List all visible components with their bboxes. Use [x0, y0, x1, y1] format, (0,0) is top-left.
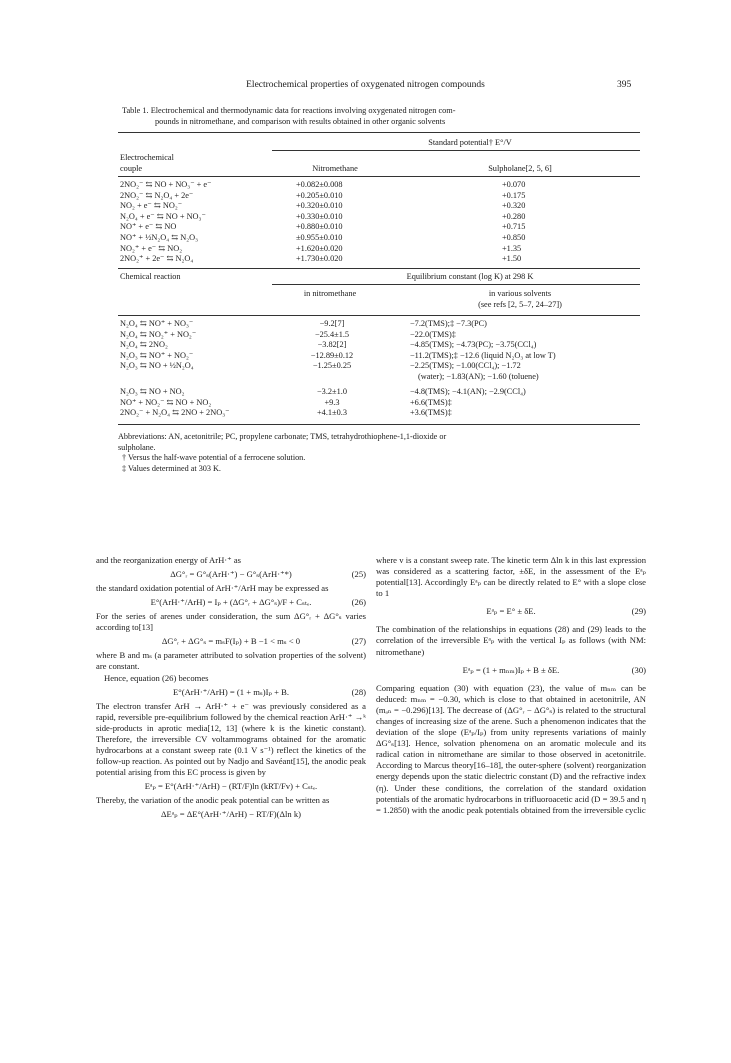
- log-k-value: −1.25±0.25: [312, 361, 352, 371]
- potential-value: ±0.955±0.010: [296, 232, 343, 242]
- potential-value: +0.330±0.010: [296, 211, 343, 221]
- equation-29: [376, 603, 646, 620]
- running-title: Electrochemical properties of oxygenated nitrogen compounds: [246, 80, 485, 90]
- reaction-list-b: [120, 387, 229, 419]
- group-header-rule: [272, 150, 640, 151]
- equation-number: (30): [631, 664, 646, 675]
- equation-expression: ΔG°ᵣ + ΔG°ₛ = mₛF(Iₚ) + B −1 < mₛ < 0: [161, 636, 301, 647]
- couple-header-line1: Electrochemical: [120, 153, 174, 162]
- couple-row: NO₂⁺ + e⁻ ⇆ NO₂: [120, 243, 183, 253]
- potential-value: +1.35: [502, 243, 522, 253]
- log-k-various-value: −11.2(TMS);‡ −12.6 (liquid N₂O₃ at low T): [410, 350, 556, 360]
- reaction-row: N₂O₄ ⇆ NO⁺ + NO₃⁻: [120, 319, 194, 328]
- paragraph: where v is a constant sweep rate. The kinetic term Δln k in this last expression was considered as a scattering factor, ±δE, in the assessment of the Eᵃₚ potential[13]. Accordingly Eᵃₚ can be directly related to E° with a slope close to 1: [376, 555, 646, 599]
- header-bottom-rule: [118, 176, 640, 177]
- sulpholane-potentials: [502, 180, 525, 265]
- couple-row: NO⁺ + ½N₂O₄ ⇆ N₂O₃: [120, 232, 199, 242]
- couple-row: NO₂ + e⁻ ⇆ NO₂⁻: [120, 201, 183, 211]
- potential-value: +1.50: [502, 254, 522, 264]
- equation-26: [96, 594, 366, 611]
- various-solvents-header: in various solvents: [488, 289, 552, 298]
- couple-row: N₂O₄ + e⁻ ⇆ NO + NO₃⁻: [120, 211, 206, 221]
- potential-value: +0.715: [502, 222, 526, 232]
- log-k-value: −3.2±1.0: [317, 387, 347, 396]
- potential-value: +0.070: [502, 180, 526, 189]
- equation-expression: E°(ArH·⁺/ArH) = Iₚ + (ΔG°ᵣ + ΔG°ₛ)/F + Cₛₜₑ.: [150, 597, 312, 608]
- couple-row: 2NO₂⁺ + 2e⁻ ⇆ N₂O₄: [120, 254, 194, 264]
- potential-value: +0.320±0.010: [296, 201, 343, 211]
- log-k-various-value: −4.8(TMS); −4.1(AN); −2.9(CCl₄): [410, 387, 526, 396]
- log-k-various-value: −7.2(TMS);‡ −7.3(PC): [410, 319, 487, 328]
- footnote-dagger: † Versus the half-wave potential of a ferrocene solution.: [122, 453, 306, 462]
- abbreviations-line2: sulpholane.: [118, 442, 156, 452]
- equation-number: (29): [631, 606, 646, 617]
- log-k-value: −9.2[7]: [319, 319, 345, 328]
- sulpholane-header: Sulpholane[2, 5, 6]: [488, 164, 552, 173]
- table-bottom-rule: [118, 424, 640, 425]
- potential-value: +0.850: [502, 232, 526, 242]
- reaction-row: 2NO₂⁻ + N₂O₄ ⇆ 2NO + 2NO₃⁻: [120, 408, 230, 418]
- equation-number: (25): [351, 569, 366, 580]
- equation-28: [96, 684, 366, 701]
- paragraph: The electron transfer ArH → ArH·⁺ + e⁻ was previously considered as a rapid, reversible pre-equilibrium followed by the chemical reaction ArH·⁺ →ᵏ side-products in aprotic media[12, 13] (where k is the kinetic constant). Therefore, the irreversible CV voltammograms obtained for the aromatic hydrocarbons at a constant sweep rate (0.1 V s⁻¹) reflect the kinetics of the follow-up reaction. As pointed out by Nadjo and Savéant[15], the anodic peak potential arising from this EC process is given by: [96, 700, 366, 778]
- log-k-value: −12.89±0.12: [310, 350, 354, 360]
- nitromethane-potentials: [296, 180, 343, 265]
- abbreviations-line1: Abbreviations: AN, acetonitrile; PC, propylene carbonate; TMS, tetrahydrothiophene-1,1-dioxide or: [118, 432, 447, 441]
- paragraph: the standard oxidation potential of ArH·⁺/ArH may be expressed as: [96, 583, 329, 594]
- reaction-list-a: [120, 319, 196, 372]
- couple-row: NO⁺ + e⁻ ⇆ NO: [120, 222, 177, 232]
- couple-row: 2NO₂⁻ ⇆ N₂O₄ + 2e⁻: [120, 190, 194, 200]
- reaction-row: N₂O₃ ⇆ NO⁺ + NO₂⁻: [120, 350, 194, 360]
- paragraph: Thereby, the variation of the anodic peak potential can be written as: [96, 795, 330, 806]
- reaction-row: N₂O₄ ⇆ NO₂⁺ + NO₂⁻: [120, 329, 197, 339]
- equation-peak-potential: [96, 778, 366, 795]
- paragraph: Comparing equation (30) with equation (23), the value of mₙₘ can be deduced: mₙₘ = −0.30, which is close to that obtained in acetonitrile, AN (mₐₙ = −0.296)[13]. The decrease of (ΔG°ᵣ − ΔG°ₛ) is related to the structural changes of increasing size of the arene. Such a phenomenon indicates that the deviation of the slope (Eᵃₚ/Iₚ) from unity represents variations of mainly ΔG°ₛ[13]. Hence, solvation phenomena on an aromatic molecule and its radical cation in nitromethane are similar to those observed in acetonitrile. According to Marcus theory[16–18], the outer-sphere (solvent) reorganization energy depends upon the static dielectric constant (D) and the refractive index (η). Under these conditions, the correlation of the standard oxidation potentials of the aromatic hydrocarbons in trifluoroacetic acid (D = 39.5 and η = 1.2850) with the anodic peak potentials obtained from the irreversible cyclic: [376, 682, 646, 815]
- reaction-row: N₂O₃ ⇆ NO + NO₂: [120, 387, 185, 396]
- couple-row: 2NO₂⁻ ⇆ NO + NO₃⁻ + e⁻: [120, 180, 212, 189]
- standard-potential-header: Standard potential† E°/V: [428, 138, 512, 147]
- equation-expression: Eᵃₚ = (1 + mₙₘ)Iₚ + B ± δE.: [462, 664, 560, 675]
- section2-group-rule: [272, 284, 640, 285]
- section2-header-rule: [118, 315, 640, 316]
- log-k-value: +9.3: [324, 397, 340, 407]
- equation-number: (27): [351, 636, 366, 647]
- potential-value: +0.880±0.010: [296, 222, 343, 232]
- equilibrium-header: Equilibrium constant (log K) at 298 K: [406, 272, 534, 281]
- potential-value: +0.205±0.010: [296, 190, 343, 200]
- paragraph: The combination of the relationships in equations (28) and (29) leads to the correlation of the irreversible Eᵃₚ with the vertical Iₚ as follows (with NM: nitromethane): [376, 624, 646, 657]
- paragraph: Hence, equation (26) becomes: [104, 672, 209, 683]
- table-caption-text: Electrochemical and thermodynamic data for reactions involving oxygenated nitrogen com-: [150, 106, 456, 115]
- log-k-value: −3.82[2]: [317, 340, 347, 350]
- log-k-various-value: −4.85(TMS); −4.73(PC); −3.75(CCl₄): [410, 340, 537, 350]
- table-label: Table 1.: [122, 106, 149, 115]
- reaction-header: Chemical reaction: [120, 272, 181, 281]
- equation-expression: Eᵃₚ = E° ± δE.: [486, 606, 536, 617]
- potential-value: +1.730±0.020: [296, 254, 343, 264]
- table-caption: [122, 105, 642, 127]
- nitromethane-header: Nitromethane: [312, 164, 358, 173]
- log-k-various-value: −22.0(TMS)‡: [410, 329, 456, 339]
- potential-value: +0.082±0.008: [296, 180, 343, 189]
- couple-list: [120, 180, 211, 265]
- equation-number: (28): [351, 686, 366, 697]
- log-k-various-value: +6.6(TMS)‡: [410, 397, 452, 407]
- equation-peak-variation: [96, 806, 366, 823]
- paragraph: For the series of arenes under consideration, the sum ΔG°ᵣ + ΔG°ₛ varies according to[13]: [96, 611, 366, 633]
- equation-number: (26): [351, 597, 366, 608]
- potential-value: +0.320: [502, 201, 526, 211]
- log-k-various-value: −2.25(TMS); −1.00(CCl₄); −1.72: [410, 361, 521, 371]
- paragraph: and the reorganization energy of ArH·⁺ as: [96, 555, 242, 565]
- log-k-various-value: (water); −1.83(AN); −1.60 (toluene): [418, 371, 539, 381]
- page-number: 395: [617, 80, 632, 90]
- log-k-value: +4.1±0.3: [317, 408, 347, 418]
- left-text-column: [96, 555, 366, 823]
- log-k-nitromethane-a: [290, 319, 374, 372]
- footnote-double-dagger: ‡ Values determined at 303 K.: [122, 463, 221, 473]
- in-nitromethane-header: in nitromethane: [303, 289, 357, 298]
- table-caption-text-2: pounds in nitromethane, and comparison with results obtained in other organic solvents: [155, 117, 446, 126]
- section2-top-rule: [118, 268, 640, 269]
- table-top-rule: [118, 132, 640, 133]
- potential-value: +0.280: [502, 211, 526, 221]
- couple-header-line2: couple: [120, 164, 143, 173]
- equation-expression: E°(ArH·⁺/ArH) = (1 + mₛ)Iₚ + B.: [173, 686, 289, 697]
- right-text-column: [376, 555, 646, 816]
- equation-expression: ΔEᵃₚ = ΔE°(ArH·⁺/ArH) − RT/F)(Δln k): [161, 809, 301, 820]
- equation-25: [96, 566, 366, 583]
- equation-27: [96, 633, 366, 650]
- various-solvents-refs: (see refs [2, 5–7, 24–27]): [478, 300, 562, 309]
- table-abbreviations: [118, 432, 643, 474]
- equation-expression: ΔG°ᵣ = G°ₛ(ArH·⁺) − G°ₛ(ArH·⁺*): [170, 569, 292, 580]
- log-k-various-b: [410, 387, 526, 419]
- potential-value: +0.175: [502, 190, 526, 200]
- log-k-nitromethane-b: [290, 387, 374, 419]
- log-k-value: −25.4±1.5: [314, 329, 350, 339]
- log-k-various-value: +3.6(TMS)‡: [410, 408, 452, 418]
- equation-30: [376, 662, 646, 679]
- reaction-row: N₂O₄ ⇆ 2NO₂: [120, 340, 168, 350]
- log-k-various-a: [410, 319, 556, 383]
- potential-value: +1.620±0.020: [296, 243, 343, 253]
- paragraph: where B and mₛ (a parameter attributed to solvation properties of the solvent) are constant.: [96, 650, 366, 672]
- reaction-row: N₂O₃ ⇆ NO + ½N₂O₄: [120, 361, 194, 371]
- reaction-row: NO⁺ + NO₂⁻ ⇆ NO + NO₂: [120, 397, 212, 407]
- equation-expression: Eᵃₚ = E°(ArH·⁺/ArH) − (RT/F)ln (kRT/Fv) + Cₛₜₑ.: [144, 781, 318, 792]
